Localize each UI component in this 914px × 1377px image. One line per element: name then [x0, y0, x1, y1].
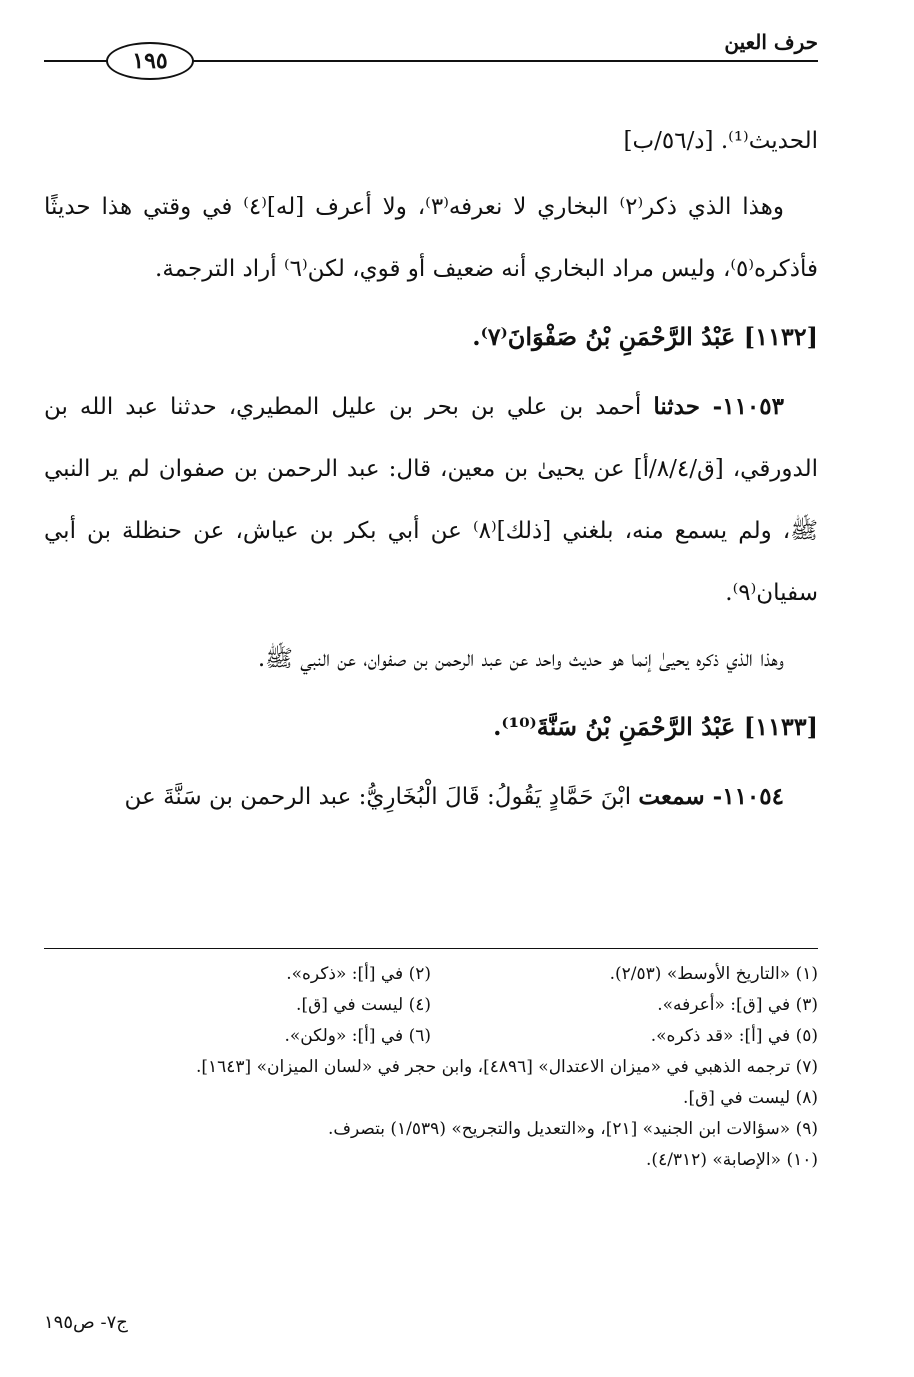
entry-heading-1133: [١١٣٣] عَبْدُ الرَّحْمَنِ بْنُ سَنَّةَ⁽¹⁰⁾. — [493, 712, 818, 741]
footnote-5: (٥) في [أ]: «قد ذكره». — [650, 1026, 818, 1046]
footnote-8: (٨) ليست في [ق]. — [683, 1088, 818, 1108]
footnotes — [44, 948, 818, 1176]
chapter-title: حرف العين — [724, 30, 818, 54]
paragraph-2: وهذا الذي ذكر⁽٢⁾ البخاري لا نعرفه⁽٣⁾، ولا أعرف [له]⁽٤⁾ في وقتي هذا حديثًا فأذكره⁽٥⁾، وليس مراد البخاري أنه ضعيف أو قوي، لكن⁽٦⁾ أراد الترجمة. — [44, 194, 818, 282]
footnote-9: (٩) «سؤالات ابن الجنيد» [٢١]، و«التعديل والتجريح» (١/٥٣٩) بتصرف. — [328, 1119, 818, 1139]
paragraph-1: الحديث⁽¹⁾. [د/٥٦/ب] — [623, 128, 818, 154]
footnote-2: (٢) في [أ]: «ذكره». — [286, 964, 431, 984]
footnote-1: (١) «التاريخ الأوسط» (٢/٥٣). — [609, 964, 818, 984]
hadith-11053 — [44, 376, 818, 624]
hadith-text: ابْنَ حَمَّادٍ يَقُولُ: قَالَ الْبُخَارِيُّ: عبد الرحمن بن سَنَّةَ عن — [124, 784, 632, 810]
footnote-4: (٤) ليست في [ق]. — [296, 995, 431, 1015]
hadith-number: ١١٠٥٣- حدثنا — [653, 393, 784, 420]
hadith-11054 — [44, 766, 818, 828]
paragraph-3: وهذا الذي ذكره يحيىٰ إنما هو حديث واحد عن عبد الرحمن بن صفوان، عن النبي ﷺ. — [257, 646, 784, 672]
page-header — [44, 26, 818, 86]
hadith-number: ١١٠٥٤- سمعت — [638, 783, 784, 810]
page-number-badge: ١٩٥ — [106, 42, 194, 80]
entry-heading-1132: [١١٣٢] عَبْدُ الرَّحْمَنِ بْنُ صَفْوَانَ⁽٧⁾. — [472, 322, 818, 351]
footnote-10: (١٠) «الإصابة» (٤/٣١٢). — [646, 1150, 818, 1170]
footnote-row — [44, 990, 818, 1021]
volume-page-ref: ج٧- ص١٩٥ — [44, 1312, 128, 1333]
footnote-7: (٧) ترجمه الذهبي في «ميزان الاعتدال» [٤٨٩٦]، وابن حجر في «لسان الميزان» [١٦٤٣]. — [195, 1057, 818, 1077]
footnote-row — [44, 1021, 818, 1052]
footnote-6: (٦) في [أ]: «ولكن». — [284, 1026, 431, 1046]
hadith-text: أحمد بن علي بن بحر بن عليل المطيري، حدثنا عبد الله بن الدورقي، [ق/٨/٤/أ] عن يحيىٰ بن معين، قال: عبد الرحمن بن صفوان لم ير النبي ﷺ، ولم يسمع منه، بلغني [ذلك]⁽٨⁾ عن أبي بكر بن عياش، عن حنظلة بن أبي سفيان⁽٩⁾. — [44, 394, 818, 606]
footnote-3: (٣) في [ق]: «أعرفه». — [657, 995, 818, 1015]
main-text — [44, 110, 818, 832]
footnote-row — [44, 959, 818, 990]
